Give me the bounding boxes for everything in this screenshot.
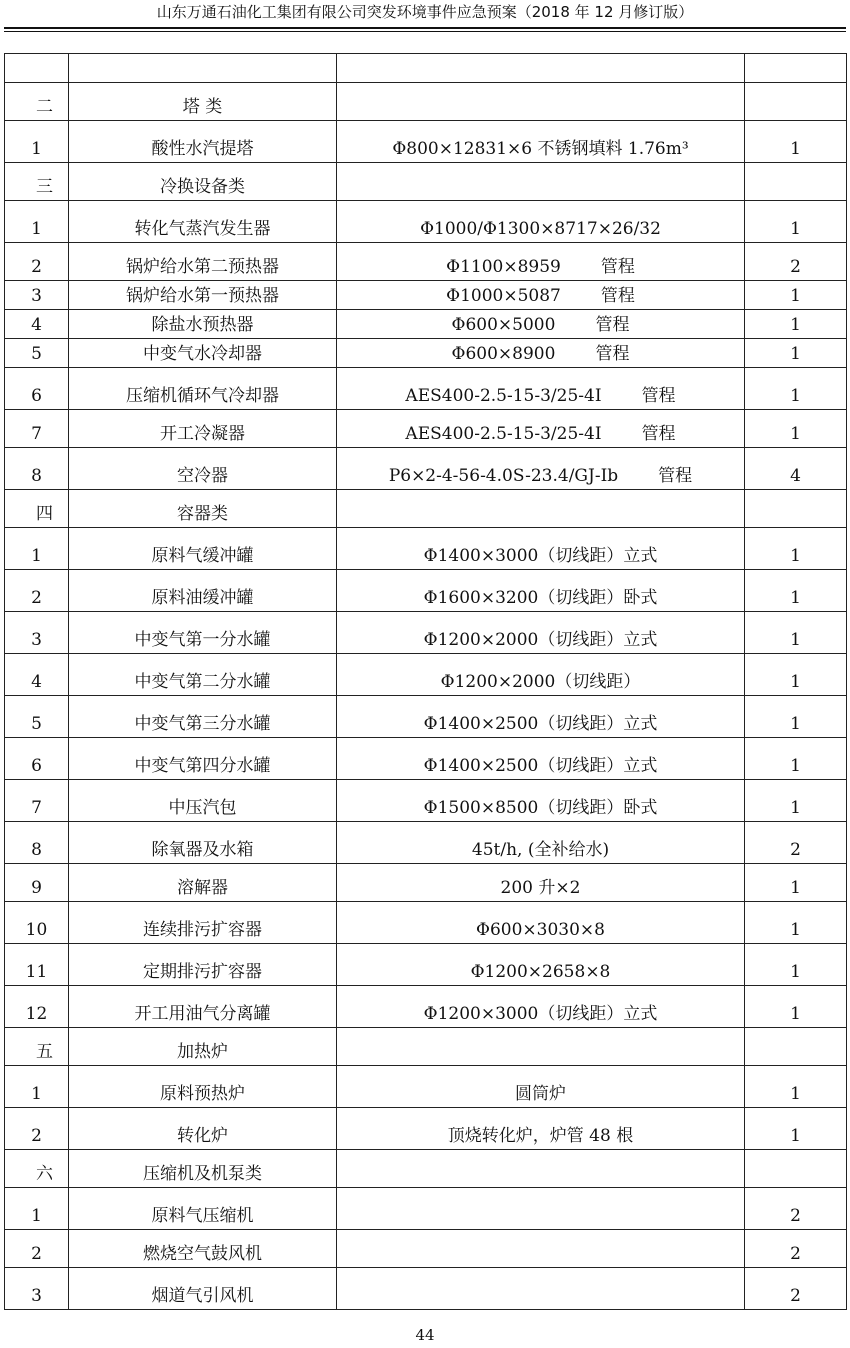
qty-cell-text: 1: [790, 546, 801, 566]
spec-cell: [337, 243, 745, 281]
name-cell: [69, 281, 337, 310]
table-row: [5, 339, 847, 368]
no-cell-text: 8: [31, 840, 42, 860]
name-cell: [69, 54, 337, 83]
spec-cell-text: Φ1200×2658×8: [470, 962, 611, 982]
name-cell-text: 原料气压缩机: [151, 1206, 254, 1226]
name-cell: [69, 1268, 337, 1310]
name-cell: [69, 201, 337, 243]
no-cell: [5, 490, 69, 528]
name-cell: [69, 528, 337, 570]
table-row: [5, 986, 847, 1028]
qty-cell-text: 1: [790, 920, 801, 940]
name-cell: [69, 163, 337, 201]
qty-cell: [745, 1230, 847, 1268]
qty-cell-text: 1: [790, 588, 801, 608]
no-cell: [5, 1028, 69, 1066]
qty-cell: [745, 1066, 847, 1108]
name-cell-text: 原料气缓冲罐: [151, 546, 254, 566]
name-cell-text: 除盐水预热器: [151, 315, 254, 335]
section-row: [5, 83, 847, 121]
qty-cell-text: 1: [790, 878, 801, 898]
tube-side-label: 管程: [641, 386, 676, 406]
no-cell: [5, 54, 69, 83]
spec-cell: [337, 944, 745, 986]
name-cell-text: 溶解器: [177, 878, 228, 898]
header-rule-thick: [4, 27, 846, 29]
spec-cell: [337, 490, 745, 528]
qty-cell: [745, 163, 847, 201]
qty-cell: [745, 986, 847, 1028]
spec-cell: [337, 201, 745, 243]
qty-cell: [745, 368, 847, 410]
spec-cell-text: Φ1200×2000（切线距）立式: [423, 630, 658, 650]
spec-cell: [337, 339, 745, 368]
name-cell: [69, 738, 337, 780]
header-rule-thin: [4, 31, 846, 32]
no-cell-text: 3: [31, 630, 42, 650]
no-cell-text: 五: [36, 1042, 53, 1062]
no-cell: [5, 121, 69, 163]
no-cell-text: 8: [31, 466, 42, 486]
spec-cell-text: 顶烧转化炉，炉管 48 根: [447, 1126, 634, 1146]
table-row: [5, 1066, 847, 1108]
spec-cell-text: Φ1000×5087: [446, 286, 561, 306]
name-cell-text: 中变气第四分水罐: [134, 756, 271, 776]
spec-cell: [337, 696, 745, 738]
name-cell-text: 酸性水汽提塔: [151, 139, 254, 159]
table-row: [5, 1230, 847, 1268]
no-cell-text: 1: [31, 139, 42, 159]
spec-cell: [337, 822, 745, 864]
name-cell-text: 中变气第三分水罐: [134, 714, 271, 734]
no-cell-text: 二: [36, 97, 53, 117]
name-cell: [69, 1108, 337, 1150]
spec-cell-text: Φ600×3030×8: [476, 920, 605, 940]
no-cell-text: 2: [31, 1244, 42, 1264]
no-cell-text: 1: [31, 219, 42, 239]
qty-cell: [745, 696, 847, 738]
name-cell-text: 除氧器及水箱: [151, 840, 254, 860]
no-cell: [5, 986, 69, 1028]
qty-cell: [745, 864, 847, 902]
table-row: [5, 281, 847, 310]
no-cell: [5, 738, 69, 780]
spec-cell: [337, 1188, 745, 1230]
qty-cell-text: 1: [790, 672, 801, 692]
name-cell: [69, 1230, 337, 1268]
qty-cell-text: 1: [790, 1126, 801, 1146]
table-row: [5, 738, 847, 780]
name-cell: [69, 1066, 337, 1108]
name-cell-text: 空冷器: [177, 466, 228, 486]
qty-cell-text: 4: [790, 466, 801, 486]
no-cell-text: 1: [31, 546, 42, 566]
qty-cell: [745, 490, 847, 528]
name-cell-text: 开工用油气分离罐: [134, 1004, 271, 1024]
no-cell: [5, 310, 69, 339]
spec-cell: [337, 310, 745, 339]
spec-cell-text: AES400-2.5-15-3/25-4I: [405, 424, 602, 444]
tube-side-label: 管程: [641, 424, 676, 444]
no-cell: [5, 201, 69, 243]
qty-cell-text: 2: [790, 840, 801, 860]
no-cell: [5, 410, 69, 448]
spec-cell: [337, 1028, 745, 1066]
spec-cell: [337, 54, 745, 83]
tube-side-label: 管程: [600, 257, 635, 277]
name-cell-text: 加热炉: [177, 1042, 228, 1062]
equipment-table: [4, 53, 847, 1310]
table-row: [5, 121, 847, 163]
table-row: [5, 448, 847, 490]
spec-cell-text: P6×2-4-56-4.0S-23.4/GJ-Ib: [388, 466, 619, 486]
name-cell: [69, 822, 337, 864]
no-cell-text: 3: [31, 1286, 42, 1306]
name-cell-text: 冷换设备类: [160, 177, 245, 197]
spec-cell: [337, 738, 745, 780]
no-cell-text: 12: [25, 1004, 48, 1024]
no-cell: [5, 1150, 69, 1188]
no-cell-text: 6: [31, 386, 42, 406]
qty-cell-text: 1: [790, 219, 801, 239]
spec-cell: [337, 1108, 745, 1150]
qty-cell: [745, 201, 847, 243]
qty-cell: [745, 1268, 847, 1310]
name-cell: [69, 368, 337, 410]
section-row: [5, 490, 847, 528]
qty-cell: [745, 738, 847, 780]
qty-cell: [745, 1188, 847, 1230]
no-cell-text: 四: [36, 504, 53, 524]
no-cell-text: 6: [31, 756, 42, 776]
name-cell-text: 塔 类: [182, 97, 223, 117]
no-cell-text: 六: [36, 1164, 53, 1184]
qty-cell-text: 1: [790, 756, 801, 776]
no-cell-text: 4: [31, 672, 42, 692]
spec-cell: [337, 780, 745, 822]
spec-cell-text: Φ1200×3000（切线距）立式: [423, 1004, 658, 1024]
qty-cell: [745, 83, 847, 121]
spec-cell: [337, 1150, 745, 1188]
name-cell: [69, 902, 337, 944]
table-row: [5, 528, 847, 570]
name-cell-text: 烟道气引风机: [151, 1286, 254, 1306]
qty-cell-text: 1: [790, 962, 801, 982]
table-row: [5, 822, 847, 864]
section-row: [5, 1150, 847, 1188]
no-cell-text: 9: [31, 878, 42, 898]
qty-cell: [745, 339, 847, 368]
qty-cell: [745, 448, 847, 490]
qty-cell-text: 1: [790, 386, 801, 406]
no-cell: [5, 281, 69, 310]
no-cell-text: 1: [31, 1206, 42, 1226]
no-cell: [5, 696, 69, 738]
table-row: [5, 654, 847, 696]
qty-cell: [745, 944, 847, 986]
table-row: [5, 368, 847, 410]
qty-cell-text: 2: [790, 257, 801, 277]
name-cell: [69, 654, 337, 696]
table-row: [5, 612, 847, 654]
qty-cell: [745, 822, 847, 864]
spec-cell-text: 圆筒炉: [515, 1084, 566, 1104]
spec-cell: [337, 570, 745, 612]
spec-cell: [337, 410, 745, 448]
qty-cell: [745, 281, 847, 310]
name-cell: [69, 339, 337, 368]
page-number: 44: [415, 1326, 435, 1344]
spec-cell: [337, 448, 745, 490]
no-cell: [5, 570, 69, 612]
name-cell: [69, 1028, 337, 1066]
table-row: [5, 1108, 847, 1150]
table-row: [5, 696, 847, 738]
no-cell: [5, 528, 69, 570]
spec-cell: [337, 654, 745, 696]
no-cell: [5, 243, 69, 281]
no-cell-text: 2: [31, 257, 42, 277]
spec-cell: [337, 902, 745, 944]
qty-cell-text: 1: [790, 714, 801, 734]
no-cell: [5, 83, 69, 121]
spec-cell-text: Φ600×5000: [451, 315, 556, 335]
no-cell-text: 5: [31, 344, 42, 364]
qty-cell-text: 1: [790, 286, 801, 306]
name-cell: [69, 1188, 337, 1230]
spec-cell-text: Φ1500×8500（切线距）卧式: [423, 798, 658, 818]
no-cell-text: 2: [31, 588, 42, 608]
qty-cell: [745, 1150, 847, 1188]
qty-cell: [745, 121, 847, 163]
table-row: [5, 243, 847, 281]
name-cell-text: 压缩机及机泵类: [143, 1164, 262, 1184]
table-row: [5, 201, 847, 243]
name-cell-text: 连续排污扩容器: [143, 920, 262, 940]
no-cell: [5, 612, 69, 654]
qty-cell: [745, 612, 847, 654]
tube-side-label: 管程: [595, 315, 630, 335]
table-row: [5, 54, 847, 83]
tube-side-label: 管程: [600, 286, 635, 306]
name-cell-text: 中压汽包: [168, 798, 237, 818]
name-cell-text: 锅炉给水第二预热器: [126, 257, 279, 277]
spec-cell-text: Φ1200×2000（切线距）: [440, 672, 641, 692]
name-cell: [69, 864, 337, 902]
qty-cell-text: 1: [790, 1004, 801, 1024]
spec-cell: [337, 864, 745, 902]
table-row: [5, 780, 847, 822]
table-row: [5, 570, 847, 612]
table-row: [5, 310, 847, 339]
no-cell-text: 2: [31, 1126, 42, 1146]
name-cell-text: 开工冷凝器: [160, 424, 245, 444]
qty-cell-text: 2: [790, 1244, 801, 1264]
no-cell: [5, 368, 69, 410]
no-cell-text: 1: [31, 1084, 42, 1104]
no-cell-text: 11: [25, 962, 48, 982]
name-cell: [69, 310, 337, 339]
no-cell-text: 5: [31, 714, 42, 734]
qty-cell-text: 2: [790, 1206, 801, 1226]
spec-cell-text: Φ1400×2500（切线距）立式: [423, 756, 658, 776]
table-row: [5, 944, 847, 986]
name-cell: [69, 612, 337, 654]
name-cell: [69, 83, 337, 121]
no-cell: [5, 864, 69, 902]
no-cell-text: 7: [31, 424, 42, 444]
no-cell: [5, 1188, 69, 1230]
spec-cell-text: Φ1400×3000（切线距）立式: [423, 546, 658, 566]
no-cell: [5, 1066, 69, 1108]
tube-side-label: 管程: [658, 466, 693, 486]
qty-cell: [745, 780, 847, 822]
name-cell: [69, 986, 337, 1028]
qty-cell-text: 1: [790, 344, 801, 364]
qty-cell: [745, 654, 847, 696]
qty-cell-text: 1: [790, 424, 801, 444]
spec-cell: [337, 986, 745, 1028]
table-row: [5, 864, 847, 902]
name-cell-text: 压缩机循环气冷却器: [126, 386, 279, 406]
spec-cell-text: 45t/h, (全补给水): [471, 840, 610, 860]
qty-cell-text: 1: [790, 139, 801, 159]
name-cell: [69, 696, 337, 738]
tube-side-label: 管程: [595, 344, 630, 364]
qty-cell: [745, 1028, 847, 1066]
name-cell-text: 锅炉给水第一预热器: [126, 286, 279, 306]
spec-cell: [337, 1268, 745, 1310]
name-cell-text: 原料预热炉: [160, 1084, 245, 1104]
name-cell: [69, 780, 337, 822]
name-cell: [69, 243, 337, 281]
name-cell-text: 转化炉: [177, 1126, 228, 1146]
spec-cell: [337, 1230, 745, 1268]
no-cell-text: 4: [31, 315, 42, 335]
name-cell: [69, 944, 337, 986]
no-cell: [5, 448, 69, 490]
name-cell-text: 原料油缓冲罐: [151, 588, 254, 608]
spec-cell-text: Φ1100×8959: [446, 257, 561, 277]
spec-cell: [337, 528, 745, 570]
no-cell: [5, 902, 69, 944]
no-cell-text: 10: [25, 920, 48, 940]
no-cell-text: 3: [31, 286, 42, 306]
qty-cell: [745, 528, 847, 570]
spec-cell: [337, 281, 745, 310]
name-cell-text: 转化气蒸汽发生器: [134, 219, 271, 239]
table-row: [5, 1268, 847, 1310]
spec-cell-text: Φ1400×2500（切线距）立式: [423, 714, 658, 734]
name-cell-text: 容器类: [177, 504, 228, 524]
no-cell: [5, 944, 69, 986]
spec-cell-text: AES400-2.5-15-3/25-4I: [405, 386, 602, 406]
section-row: [5, 163, 847, 201]
qty-cell-text: 1: [790, 315, 801, 335]
spec-cell: [337, 612, 745, 654]
table-row: [5, 410, 847, 448]
name-cell: [69, 570, 337, 612]
qty-cell-text: 2: [790, 1286, 801, 1306]
spec-cell-text: Φ1600×3200（切线距）卧式: [423, 588, 658, 608]
name-cell-text: 中变气第一分水罐: [134, 630, 271, 650]
no-cell: [5, 822, 69, 864]
no-cell-text: 7: [31, 798, 42, 818]
spec-cell-text: Φ1000/Φ1300×8717×26/32: [420, 219, 661, 239]
page-header: 山东万通石油化工集团有限公司突发环境事件应急预案（2018 年 12 月修订版）: [156, 3, 694, 21]
qty-cell: [745, 310, 847, 339]
spec-cell-text: Φ800×12831×6 不锈钢填料 1.76m³: [392, 139, 689, 159]
qty-cell: [745, 54, 847, 83]
no-cell: [5, 163, 69, 201]
qty-cell: [745, 902, 847, 944]
qty-cell: [745, 570, 847, 612]
name-cell-text: 中变气第二分水罐: [134, 672, 271, 692]
no-cell: [5, 780, 69, 822]
section-row: [5, 1028, 847, 1066]
name-cell: [69, 121, 337, 163]
spec-cell: [337, 163, 745, 201]
qty-cell-text: 1: [790, 1084, 801, 1104]
qty-cell-text: 1: [790, 630, 801, 650]
name-cell-text: 定期排污扩容器: [143, 962, 262, 982]
no-cell: [5, 1108, 69, 1150]
name-cell-text: 燃烧空气鼓风机: [143, 1244, 262, 1264]
name-cell: [69, 410, 337, 448]
spec-cell: [337, 83, 745, 121]
no-cell-text: 三: [36, 177, 53, 197]
no-cell: [5, 1230, 69, 1268]
qty-cell-text: 1: [790, 798, 801, 818]
spec-cell-text: Φ600×8900: [451, 344, 556, 364]
qty-cell: [745, 243, 847, 281]
qty-cell: [745, 410, 847, 448]
name-cell: [69, 1150, 337, 1188]
name-cell: [69, 448, 337, 490]
spec-cell: [337, 1066, 745, 1108]
no-cell: [5, 654, 69, 696]
spec-cell: [337, 368, 745, 410]
qty-cell: [745, 1108, 847, 1150]
spec-cell-text: 200 升×2: [500, 878, 581, 898]
no-cell: [5, 1268, 69, 1310]
table-row: [5, 1188, 847, 1230]
name-cell: [69, 490, 337, 528]
name-cell-text: 中变气水冷却器: [143, 344, 262, 364]
table-row: [5, 902, 847, 944]
no-cell: [5, 339, 69, 368]
spec-cell: [337, 121, 745, 163]
